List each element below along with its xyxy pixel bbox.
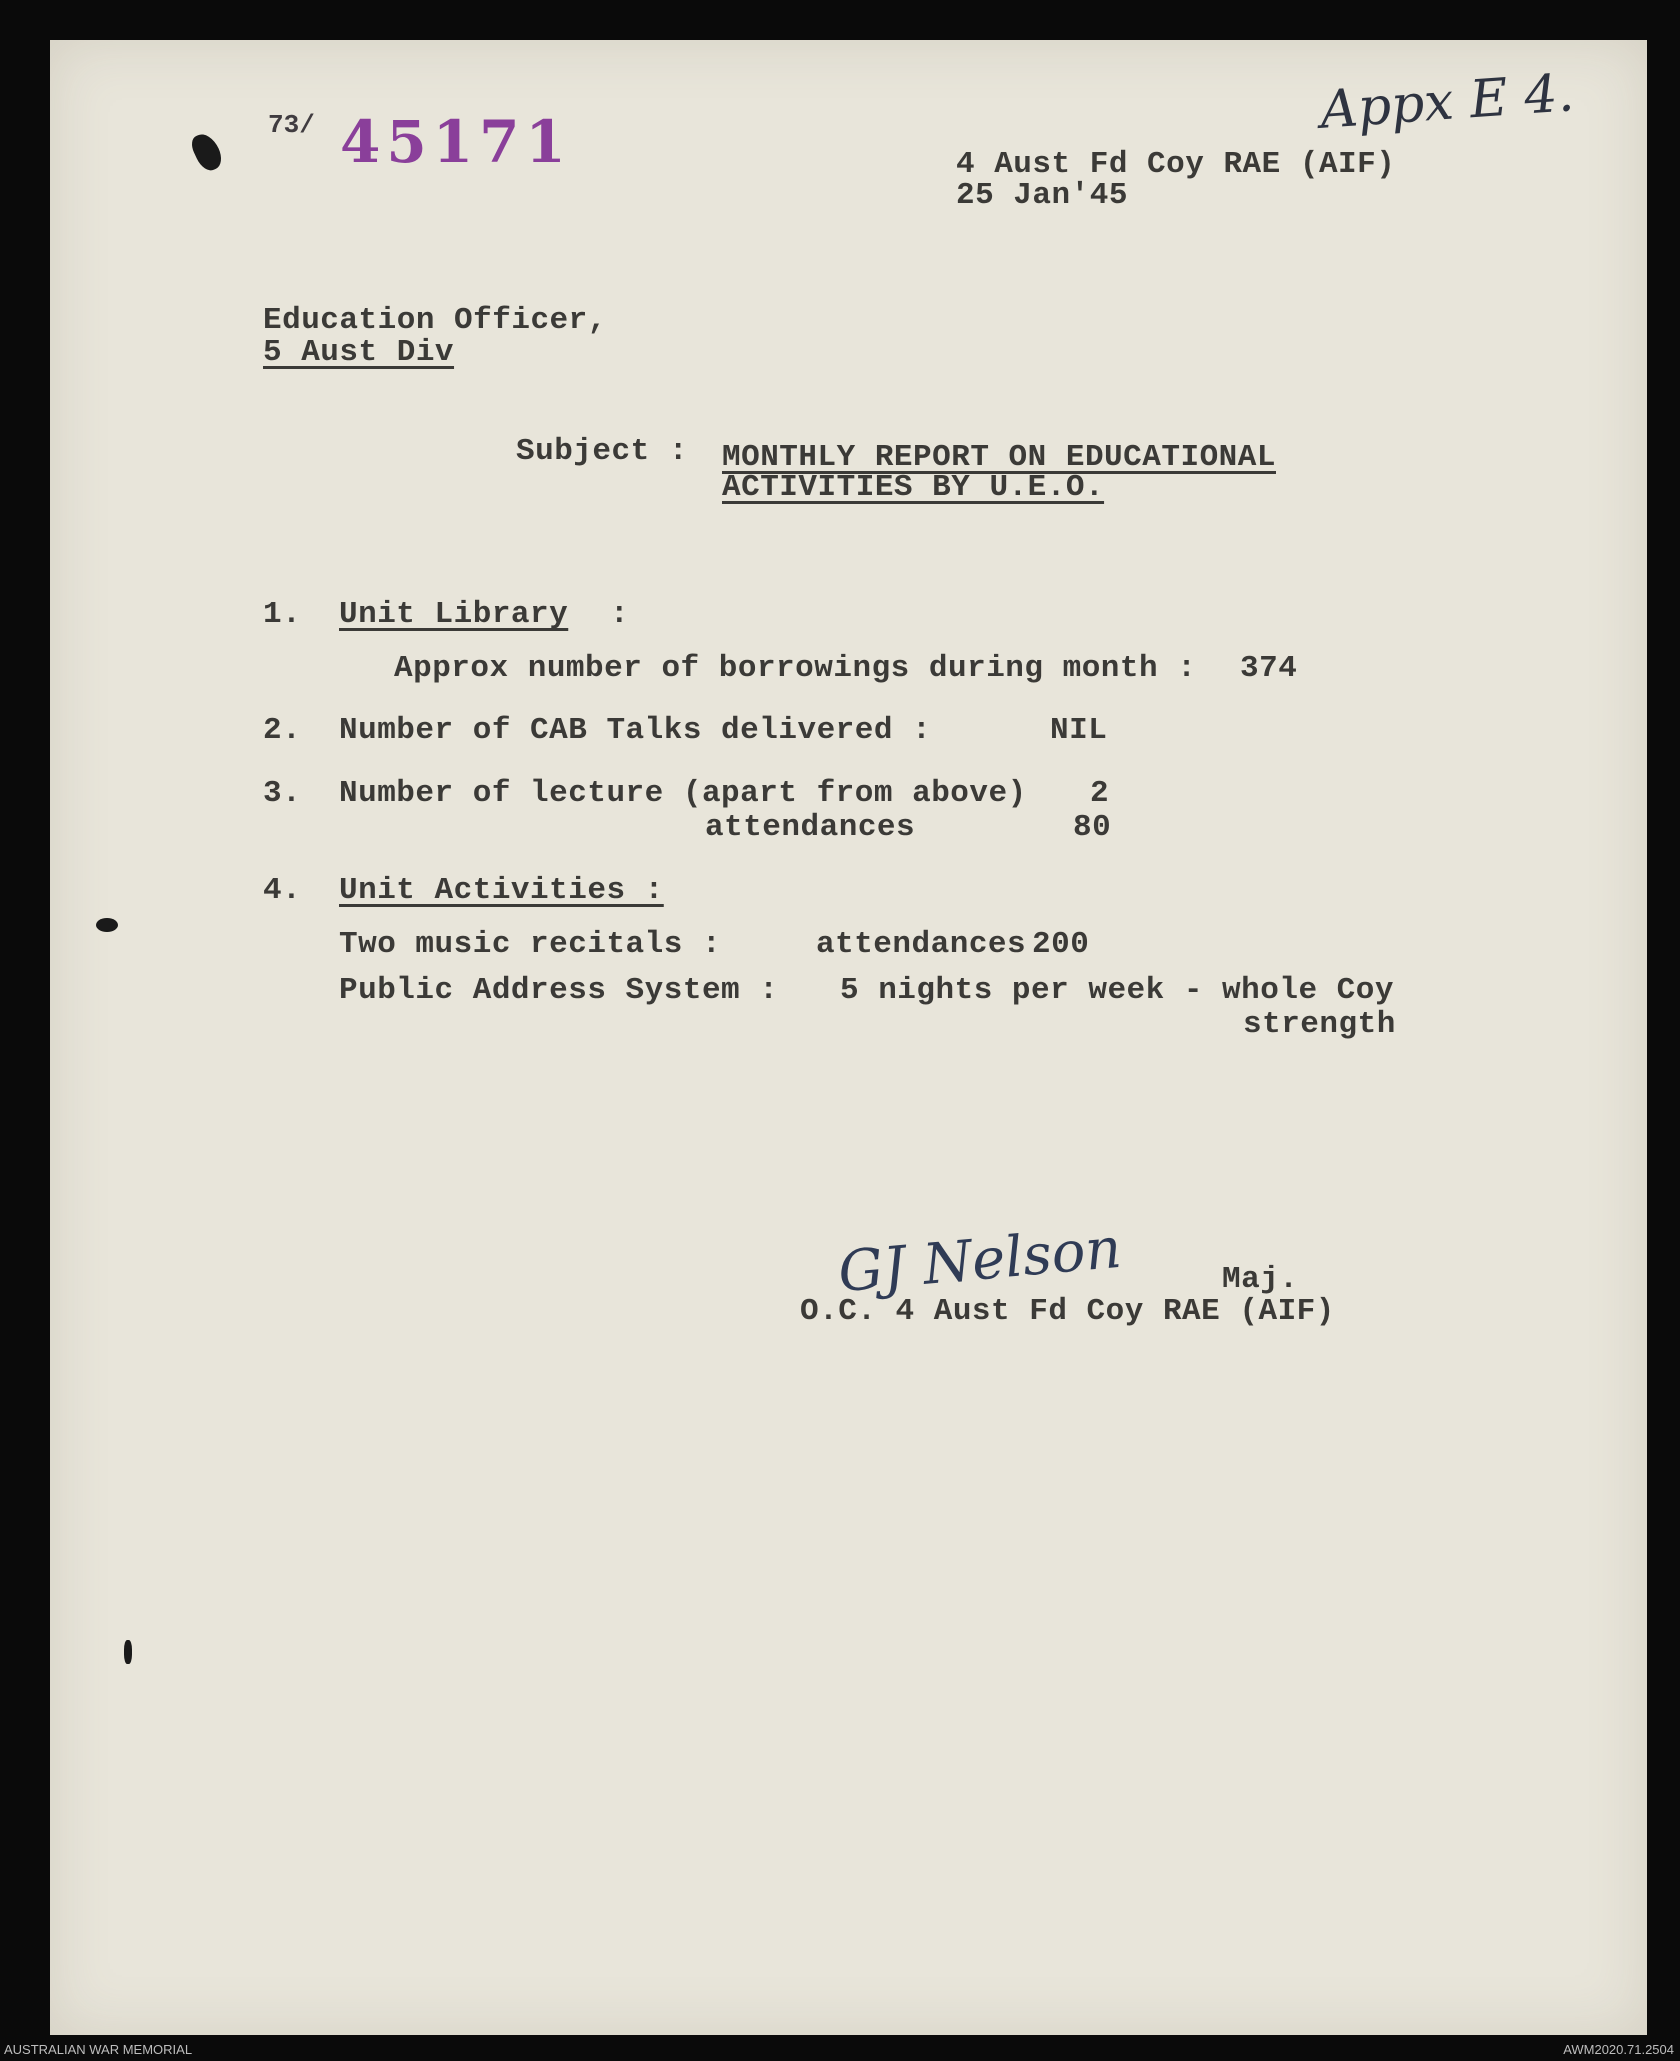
signature-title: O.C. 4 Aust Fd Coy RAE (AIF) (800, 1294, 1335, 1329)
footer-right: AWM2020.71.2504 (1563, 2042, 1674, 2057)
sender-date: 25 Jan'45 (956, 178, 1128, 213)
item-3-text: Number of lecture (apart from above) (339, 776, 1027, 811)
item-2-value: NIL (1050, 713, 1108, 748)
item-1-colon: : (610, 597, 630, 632)
footer-left: AUSTRALIAN WAR MEMORIAL (4, 2042, 193, 2057)
item-3-number: 3. (263, 776, 302, 811)
subject-line-1: MONTHLY REPORT ON EDUCATIONAL (722, 440, 1276, 475)
appendix-annotation: Appx E 4. (1318, 63, 1576, 141)
punch-hole-bottom (124, 1640, 132, 1664)
addressee-line-1: Education Officer, (263, 303, 607, 338)
item-4-heading: Unit Activities : (339, 873, 664, 908)
item-4-number: 4. (263, 873, 302, 908)
signature-rank: Maj. (1222, 1262, 1299, 1297)
item-4-row-2-value: 5 nights per week - whole Coy (840, 973, 1394, 1008)
item-4-row-1-label: Two music recitals : (339, 927, 722, 962)
signature: GJ Nelson (835, 1215, 1124, 1306)
punch-hole-middle (96, 918, 118, 932)
stamp-prefix: 73/ (268, 110, 315, 140)
addressee-line-2: 5 Aust Div (263, 335, 455, 370)
item-1-detail: Approx number of borrowings during month : (394, 651, 1197, 686)
item-1-heading: Unit Library (339, 597, 569, 632)
item-4-row-1-value: 200 (1032, 927, 1090, 962)
item-2-number: 2. (263, 713, 302, 748)
registry-stamp-number: 45171 (340, 108, 572, 176)
item-3-sub-value: 80 (1073, 810, 1112, 845)
item-1-number: 1. (263, 597, 302, 632)
item-4-row-2-value-cont: strength (1243, 1007, 1396, 1042)
sender-unit: 4 Aust Fd Coy RAE (AIF) (956, 147, 1396, 182)
item-4-row-1-label-2: attendances (816, 927, 1027, 962)
subject-label: Subject : (516, 434, 688, 469)
item-3-sub-label: attendances (705, 810, 916, 845)
item-1-value: 374 (1240, 651, 1298, 686)
item-2-text: Number of CAB Talks delivered : (339, 713, 932, 748)
item-3-value: 2 (1090, 776, 1110, 811)
subject-line-2: ACTIVITIES BY U.E.O. (722, 470, 1105, 505)
item-4-row-2-label: Public Address System : (339, 973, 779, 1008)
